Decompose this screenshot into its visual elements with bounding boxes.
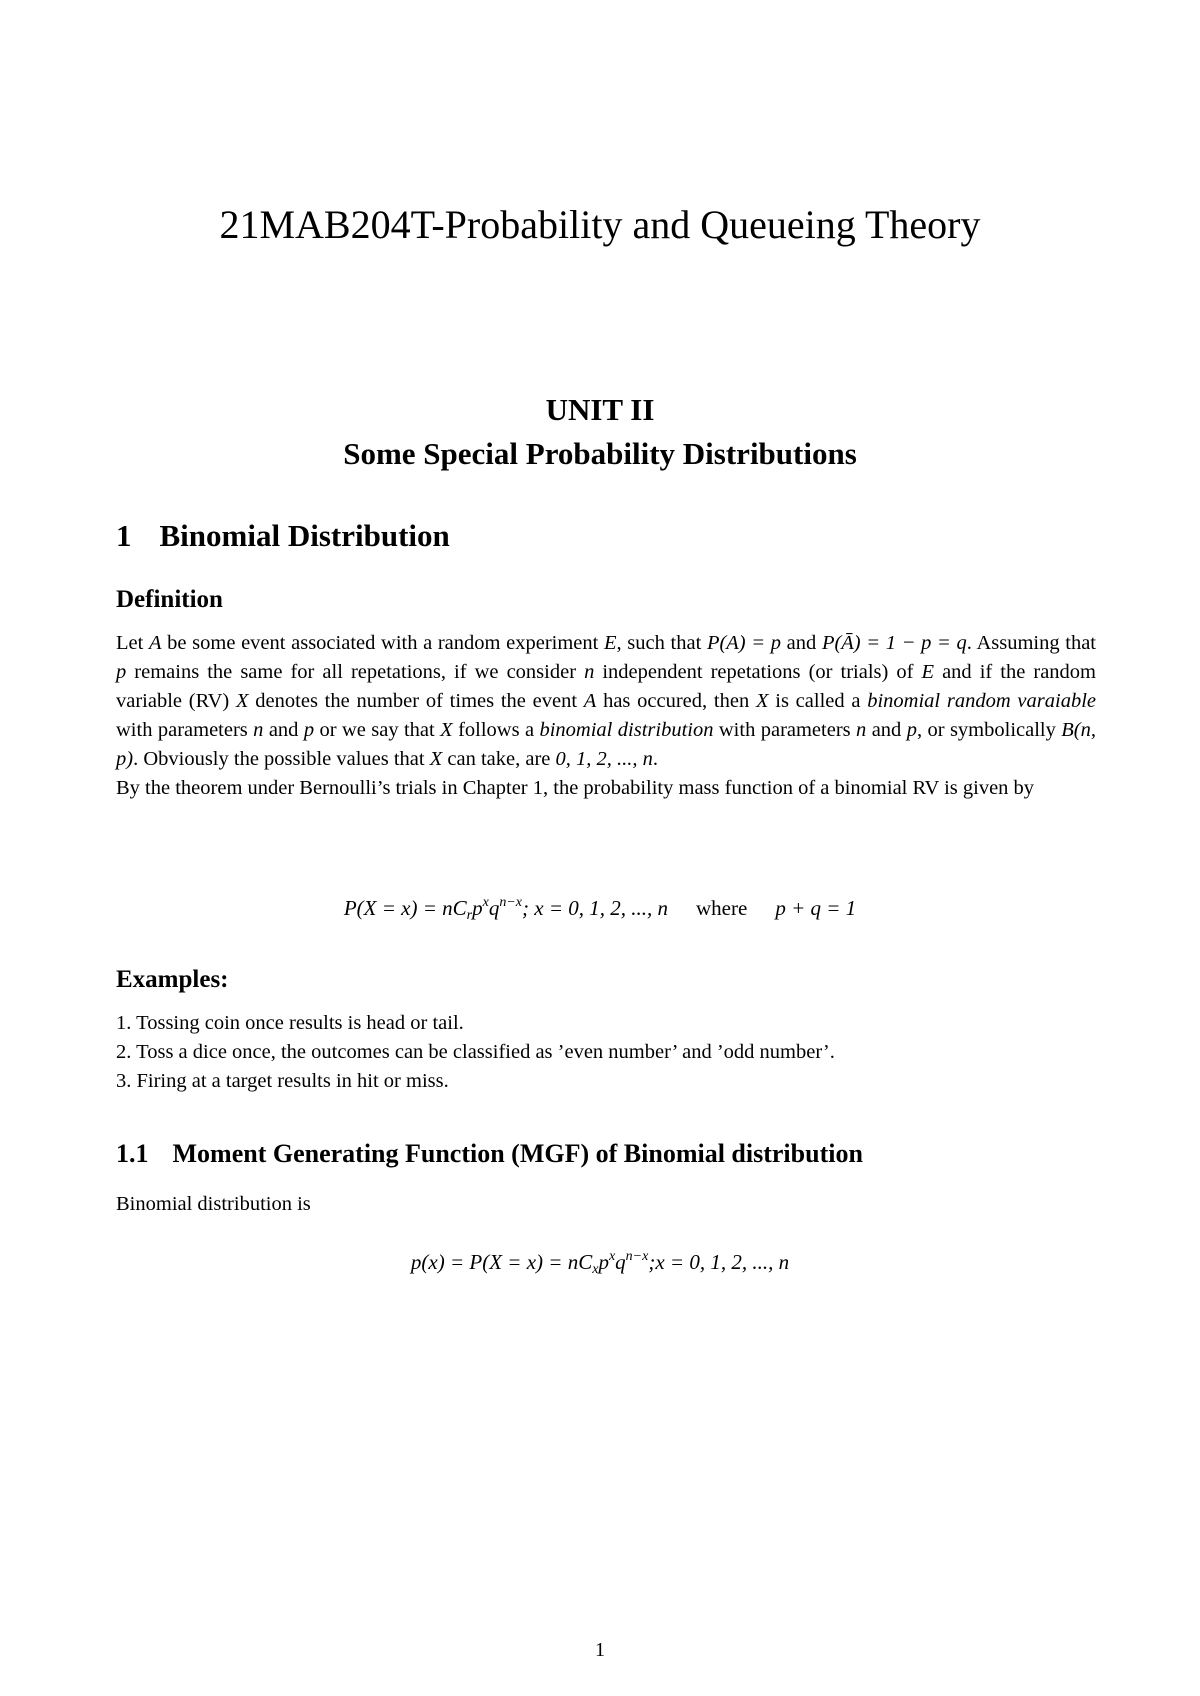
subsection-number: 1.1 bbox=[116, 1139, 149, 1168]
bernoulli-sentence: By the theorem under Bernoulli’s trials in Chapter 1, the probability mass function of a binomial RV is given by bbox=[116, 777, 1035, 799]
section-heading-binomial bbox=[116, 517, 450, 555]
emphasis-binomial-rv: binomial random varaiable bbox=[867, 690, 1096, 712]
binomial-pmf-equation: $P(X = x) = nC_rp^xq^{n-x}$; x = 0, 1, 2, ..., n where p + q = 1 bbox=[343, 895, 857, 923]
mgf-intro: Binomial distribution is bbox=[116, 1193, 311, 1215]
course-title: 21MAB204T-Probability and Queueing Theory bbox=[219, 202, 981, 247]
section-number: 1 bbox=[116, 518, 132, 553]
list-item: 3. Firing at a target results in hit or miss. bbox=[116, 1070, 449, 1092]
emphasis-binomial-distribution: binomial distribution bbox=[539, 719, 714, 741]
binomial-distribution-equation: $p(x) = P(X = x) = nC_xp^xq^{n-x};x = 0$, 1, 2, ..., n bbox=[410, 1249, 790, 1277]
section-heading-mgf bbox=[116, 1138, 863, 1170]
unit-number: UNIT II bbox=[545, 392, 655, 427]
list-item: 2. Toss a dice once, the outcomes can be classified as ’even number’ and ’odd number’. bbox=[116, 1041, 835, 1063]
section-title: Binomial Distribution bbox=[159, 518, 450, 553]
unit-heading bbox=[0, 388, 1200, 476]
unit-title: Some Special Probability Distributions bbox=[343, 436, 857, 471]
subsection-title: Moment Generating Function (MGF) of Binomial distribution bbox=[172, 1139, 863, 1168]
page-number: 1 bbox=[595, 1639, 605, 1661]
examples-heading: Examples: bbox=[116, 966, 229, 993]
definition-paragraph: Let A be some event associated with a random experiment E, such that P(A) = p and P(Ā) = 1 − p = q. Assuming that p remains the same for all repetations, if we consider n independent repetations (or trials) of E and if the random variable (RV) X denotes the number of times the event A has occured, then X is called a binomial random varaiable with parameters n and p or we say that X follows a binomial distribution with parameters n and p, or symbolically B(n, p). Obviously the possible values that X can take, are 0, 1, 2, ..., n. By the theorem under Bernoulli’s trials in Chapter 1, the probability mass function of a binomial RV is given by bbox=[116, 632, 1096, 799]
examples-list bbox=[116, 1009, 1096, 1096]
definition-heading: Definition bbox=[116, 586, 223, 613]
list-item: 1. Tossing coin once results is head or tail. bbox=[116, 1012, 464, 1034]
